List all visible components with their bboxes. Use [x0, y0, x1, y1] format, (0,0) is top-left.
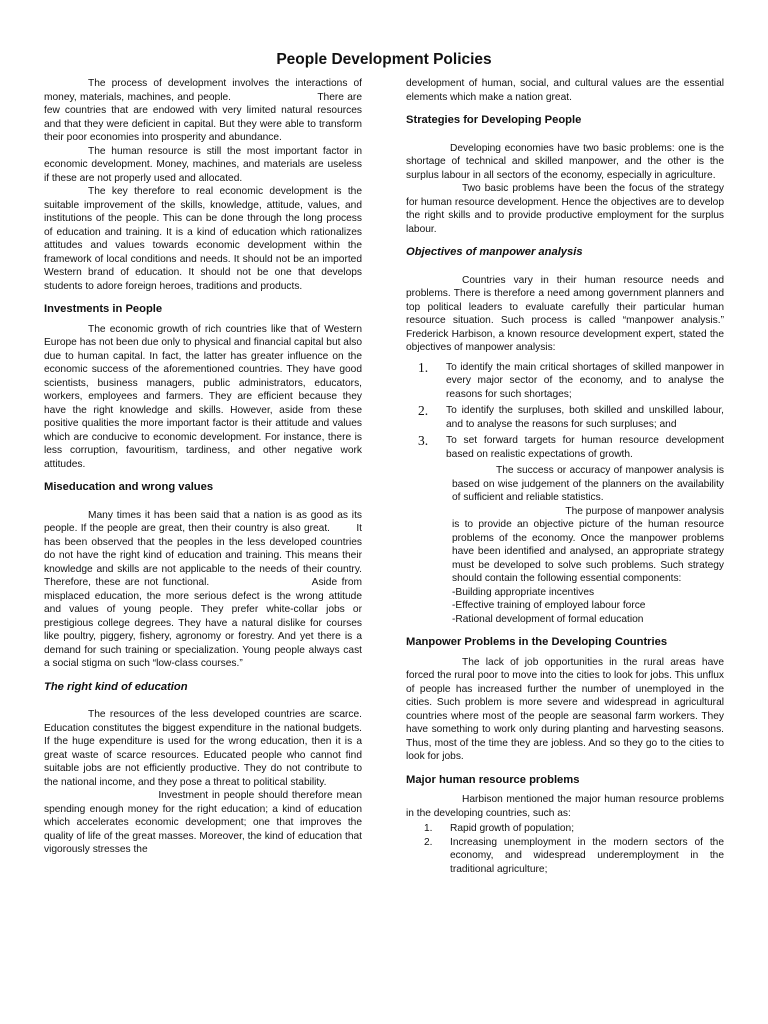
section-heading-manpower-problems: Manpower Problems in the Developing Countries	[406, 636, 668, 648]
paragraph: Harbison mentioned the major human resource problems in the developing countries, such as:	[406, 794, 724, 819]
list-number: 1.	[424, 823, 433, 834]
list-item	[406, 836, 724, 877]
paragraph: The process of development involves the interactions of money, materials, machines, and people. There are few countries that are endowed with very limited natural resources and that they were deficient in capital. But they were able to transform their poor economies into prosperity and abundance.	[44, 78, 365, 143]
objectives-notes	[406, 464, 727, 626]
list-text: To identify the main critical shortages of skilled manpower in every major sector of the economy, and to analyse the reasons for such shortages;	[446, 361, 724, 400]
section-heading-strategies: Strategies for Developing People	[406, 114, 582, 126]
spacer	[44, 501, 362, 509]
columns	[44, 77, 727, 876]
paragraph: The economic growth of rich countries like that of Western Europe has not been due only to physical and financial capital but also due to human capital. In fact, the latter has greater influence on the economic success of the aforementioned countries. They have good scientists, business managers, public administrators, educators, workers, employees and farmers. They are efficient because they have the right knowledge and skills. However, aside from these positive qualities the more important factor is their attitude and values which are conducive to economic development. For instance, there is less corruption, favouritism, tardiness, and other negative work attitudes.	[44, 323, 362, 470]
paragraph: Many times it has been said that a nation is as good as its people. If the people are great, then their country is also great. It has been observed that the peoples in the less developed countries do not have the right kind of education and training. This means their knowledge and skills are not applicable to the needs of their country. Therefore, these are not functional. Aside from misplaced education, the more serious defect is the wrong attitude and values of young people. They prefer white-collar jobs or prestigious college degrees. They have a natural dislike for courses like poultry, piggery, fishery, agronomy or forestry. And yet there is a demand for such training or specialization. Young people always cast a social stigma on such “low-class courses.”	[44, 509, 365, 669]
problems-list	[406, 822, 724, 876]
spacer	[44, 700, 362, 708]
paragraph: The resources of the less developed countries are scarce. Education constitutes the biggest expenditure in the national budgets. If the huge expenditure is used for the wrong education, then it is a great waste of scarce resources. Educated people who cannot find suitable jobs are not efficiently productive. They do not contribute to the national income, and they pose a threat to political stability.	[44, 709, 379, 788]
section-heading-investments: Investments in People	[44, 303, 163, 315]
spacer	[406, 134, 724, 142]
objectives-list	[406, 361, 724, 462]
list-text: To identify the surpluses, both skilled and unskilled labour, and to analyse the reasons for such surpluses; and	[446, 405, 724, 430]
spacer	[406, 266, 724, 274]
section-heading-miseducation: Miseducation and wrong values	[44, 481, 214, 493]
list-number: 2.	[424, 836, 433, 848]
paragraph: Developing economies have two basic problems: one is the shortage of technical and skilled manpower, and the other is the surplus labour in all sectors of the economy, especially in agriculture.	[406, 142, 724, 181]
list-text: To set forward targets for human resource development based on realistic expectations of growth.	[446, 435, 724, 460]
right-column	[406, 77, 727, 876]
paragraph: The lack of job opportunities in the rural areas have forced the rural poor to move into the cities to look for jobs. This unflux of people has increased further the number of unemployed in the cities. Such problem is more severe and widespread in agricultural countries where most of the people are seasonal farm workers. They have something to work only during planting and harvesting seasons. Thus, most of the time they are jobless. And so they go to the cities to look for jobs.	[406, 656, 724, 762]
section-heading-major-problems: Major human resource problems	[406, 773, 580, 786]
paragraph: Investment in people should therefore mean spending enough money for the right education; a kind of education which accelerates economic development; one that improves the quality of life of the great masses. Moreover, the kind of education that vigorously stresses the	[44, 790, 365, 855]
left-column	[44, 77, 379, 876]
list-text: Rapid growth of population;	[450, 823, 575, 834]
list-item	[406, 361, 724, 402]
list-number: 2.	[418, 403, 429, 418]
component-item: -Building appropriate incentives	[452, 586, 595, 598]
paragraph: development of human, social, and cultural values are the essential elements which make a nation great.	[406, 78, 724, 103]
component-item: -Effective training of employed labour force	[452, 600, 646, 611]
list-number: 3.	[418, 433, 429, 448]
paragraph: The key therefore to real economic development is the suitable improvement of the skills, knowledge, attitude, values, and institutions of the people. This can be done through the long process of education and training. It is a kind of education which rationalizes attitudes and values towards economic development within the framework of local conditions and needs. It should not be an imported Western brand of education. It should not be one that develops students to adore foreign heroes, traditions and products.	[44, 186, 362, 292]
section-heading-objectives: Objectives of manpower analysis	[406, 246, 583, 258]
paragraph: The human resource is still the most important factor in economic development. Money, machines, and materials are useless if these are not properly used and allocated.	[44, 145, 362, 184]
component-item: -Rational development of formal education	[452, 613, 644, 625]
list-item	[406, 434, 724, 461]
list-text: Increasing unemployment in the modern sectors of the economy, and widespread underemployment in the traditional agriculture;	[450, 836, 724, 875]
paragraph: The purpose of manpower analysis is to provide an objective picture of the human resource problems of the economy. Once the manpower problems have been identified and analysed, an appropriate strategy must be developed to solve such problems. Such strategy should contain the following essential components:	[452, 505, 727, 584]
list-number: 1.	[418, 359, 429, 375]
list-item	[406, 404, 724, 431]
list-item	[406, 822, 724, 836]
page-title: People Development Policies	[276, 51, 492, 68]
paragraph: Two basic problems have been the focus of the strategy for human resource development. Hence the objectives are to develop the right skills and to provide productive employment for the surplus labour.	[406, 183, 724, 235]
paragraph: The success or accuracy of manpower analysis is based on wise judgement of the planners on the availability of sufficient and reliable statistics.	[452, 465, 724, 503]
section-heading-right-kind: The right kind of education	[44, 680, 188, 693]
paragraph: Countries vary in their human resource needs and problems. There is therefore a need among government planners and top political leaders to evaluate carefully their particular human resource situation. Such process is called “manpower analysis.” Frederick Harbison, a known resource development expert, stated the objectives of manpower analysis:	[406, 274, 724, 353]
